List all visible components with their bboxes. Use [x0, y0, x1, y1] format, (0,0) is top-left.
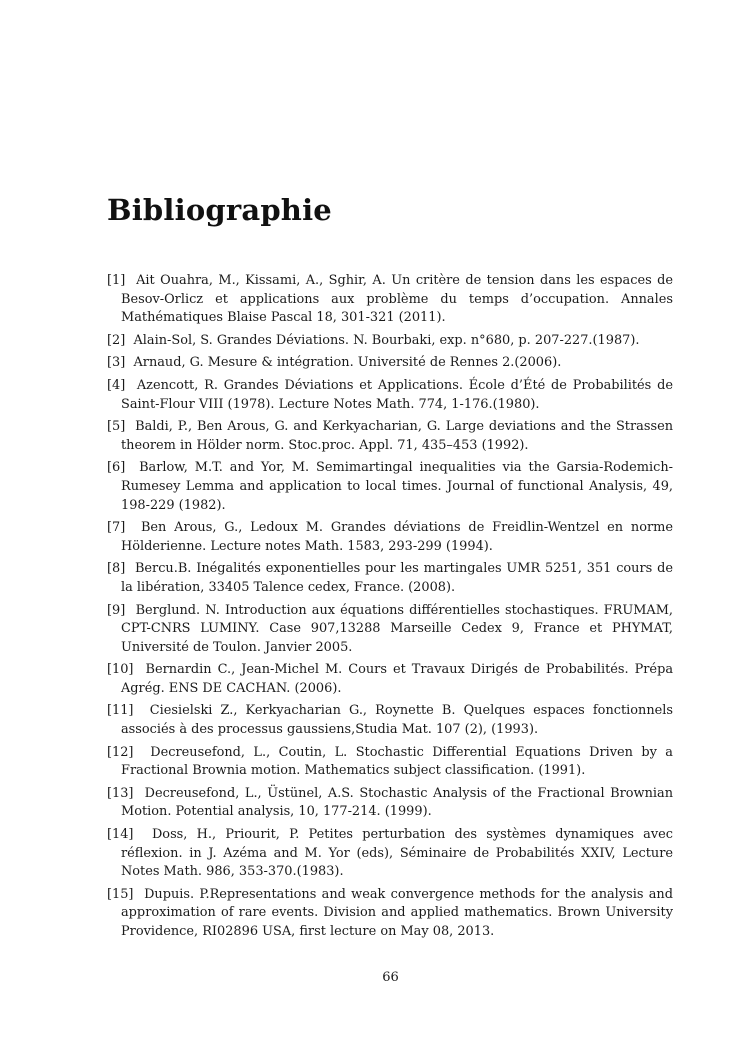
reference-number: [7]	[107, 520, 126, 536]
reference-text: Bercu.B. Inégalités exponentielles pour les martingales UMR 5251, 351 cours de la libération, 33405 Talence cedex, France. (2008).	[121, 561, 673, 595]
reference-item	[107, 744, 673, 781]
reference-text: Dupuis. P.Representations and weak convergence methods for the analysis and approximation of rare events. Division and applied mathematics. Brown University Providence, RI02896 USA, first lecture on May 08, 2013.	[121, 886, 673, 939]
page-number: 66	[382, 970, 399, 985]
reference-text: Ben Arous, G., Ledoux M. Grandes déviations de Freidlin-Wentzel en norme Hölderienne. Lecture notes Math. 1583, 293-299 (1994).	[121, 520, 673, 554]
reference-item	[107, 459, 673, 515]
reference-text: Decreusefond, L., Üstünel, A.S. Stochastic Analysis of the Fractional Brownian Motion. Potential analysis, 10, 177-214. (1999).	[121, 785, 673, 820]
reference-list	[107, 272, 673, 946]
reference-number: [10]	[107, 662, 134, 678]
reference-item	[107, 560, 673, 597]
reference-number: [3]	[107, 355, 126, 371]
reference-number: [12]	[107, 744, 134, 760]
reference-text: Baldi, P., Ben Arous, G. and Kerkyacharian, G. Large deviations and the Strassen theorem in Hölder norm. Stoc.proc. Appl. 71, 435–453 (1992).	[121, 419, 674, 453]
reference-item	[107, 377, 673, 414]
reference-number: [14]	[107, 827, 134, 843]
reference-item	[107, 602, 673, 658]
reference-text: Decreusefond, L., Coutin, L. Stochastic Differential Equations Driven by a Fractional Brownia motion. Mathematics subject classification. (1991).	[121, 744, 673, 779]
reference-number: [8]	[107, 561, 126, 577]
reference-item	[107, 418, 673, 455]
reference-number: [13]	[107, 785, 134, 801]
reference-number: [2]	[107, 332, 126, 348]
reference-text: Barlow, M.T. and Yor, M. Semimartingal inequalities via the Garsia-Rodemich-Rumesey Lemma and application to local times. Journal of functional Analysis, 49, 198-229 (1982).	[121, 460, 673, 513]
reference-number: [9]	[107, 602, 126, 618]
reference-item	[107, 354, 673, 373]
reference-item	[107, 332, 673, 351]
reference-item	[107, 519, 673, 556]
reference-number: [4]	[107, 377, 126, 393]
reference-text: Doss, H., Priourit, P. Petites perturbation des systèmes dynamiques avec réflexion. in J. Azéma and M. Yor (eds), Séminaire de Probabilités XXIV, Lecture Notes Math. 986, 353-370.(1983).	[121, 827, 673, 880]
reference-number: [11]	[107, 703, 134, 719]
reference-item	[107, 886, 673, 942]
reference-number: [15]	[107, 886, 134, 902]
reference-text: Ciesielski Z., Kerkyacharian G., Roynette B. Quelques espaces fonctionnels associés à des processus gaussiens,Studia Mat. 107 (2), (1993).	[121, 703, 673, 738]
reference-text: Bernardin C., Jean-Michel M. Cours et Travaux Dirigés de Probabilités. Prépa Agrég. ENS DE CACHAN. (2006).	[121, 662, 674, 696]
reference-text: Alain-Sol, S. Grandes Déviations. N. Bourbaki, exp. n°680, p. 207-227.(1987).	[133, 332, 640, 348]
page-title: Bibliographie	[107, 193, 332, 227]
reference-number: [1]	[107, 273, 126, 288]
reference-number: [5]	[107, 419, 126, 435]
reference-text: Azencott, R. Grandes Déviations et Applications. École d’Été de Probabilités de Saint-Flour VIII (1978). Lecture Notes Math. 774, 1-176.(1980).	[121, 377, 673, 412]
reference-item	[107, 272, 673, 328]
reference-item	[107, 826, 673, 882]
reference-item	[107, 661, 673, 698]
reference-number: [6]	[107, 460, 126, 476]
reference-item	[107, 702, 673, 739]
reference-text: Berglund. N. Introduction aux équations différentielles stochastiques. FRUMAM, CPT-CNRS LUMINY. Case 907,13288 Marseille Cedex 9, France et PHYMAT, Université de Toulon. Janvier 2005.	[121, 602, 674, 655]
reference-text: Ait Ouahra, M., Kissami, A., Sghir, A. Un critère de tension dans les espaces de Besov-Orlicz et applications aux problème du temps d’occupation. Annales Mathématiques Blaise Pascal 18, 301-321 (2011).	[121, 273, 673, 326]
reference-item	[107, 785, 673, 822]
reference-text: Arnaud, G. Mesure & intégration. Université de Rennes 2.(2006).	[133, 355, 562, 371]
